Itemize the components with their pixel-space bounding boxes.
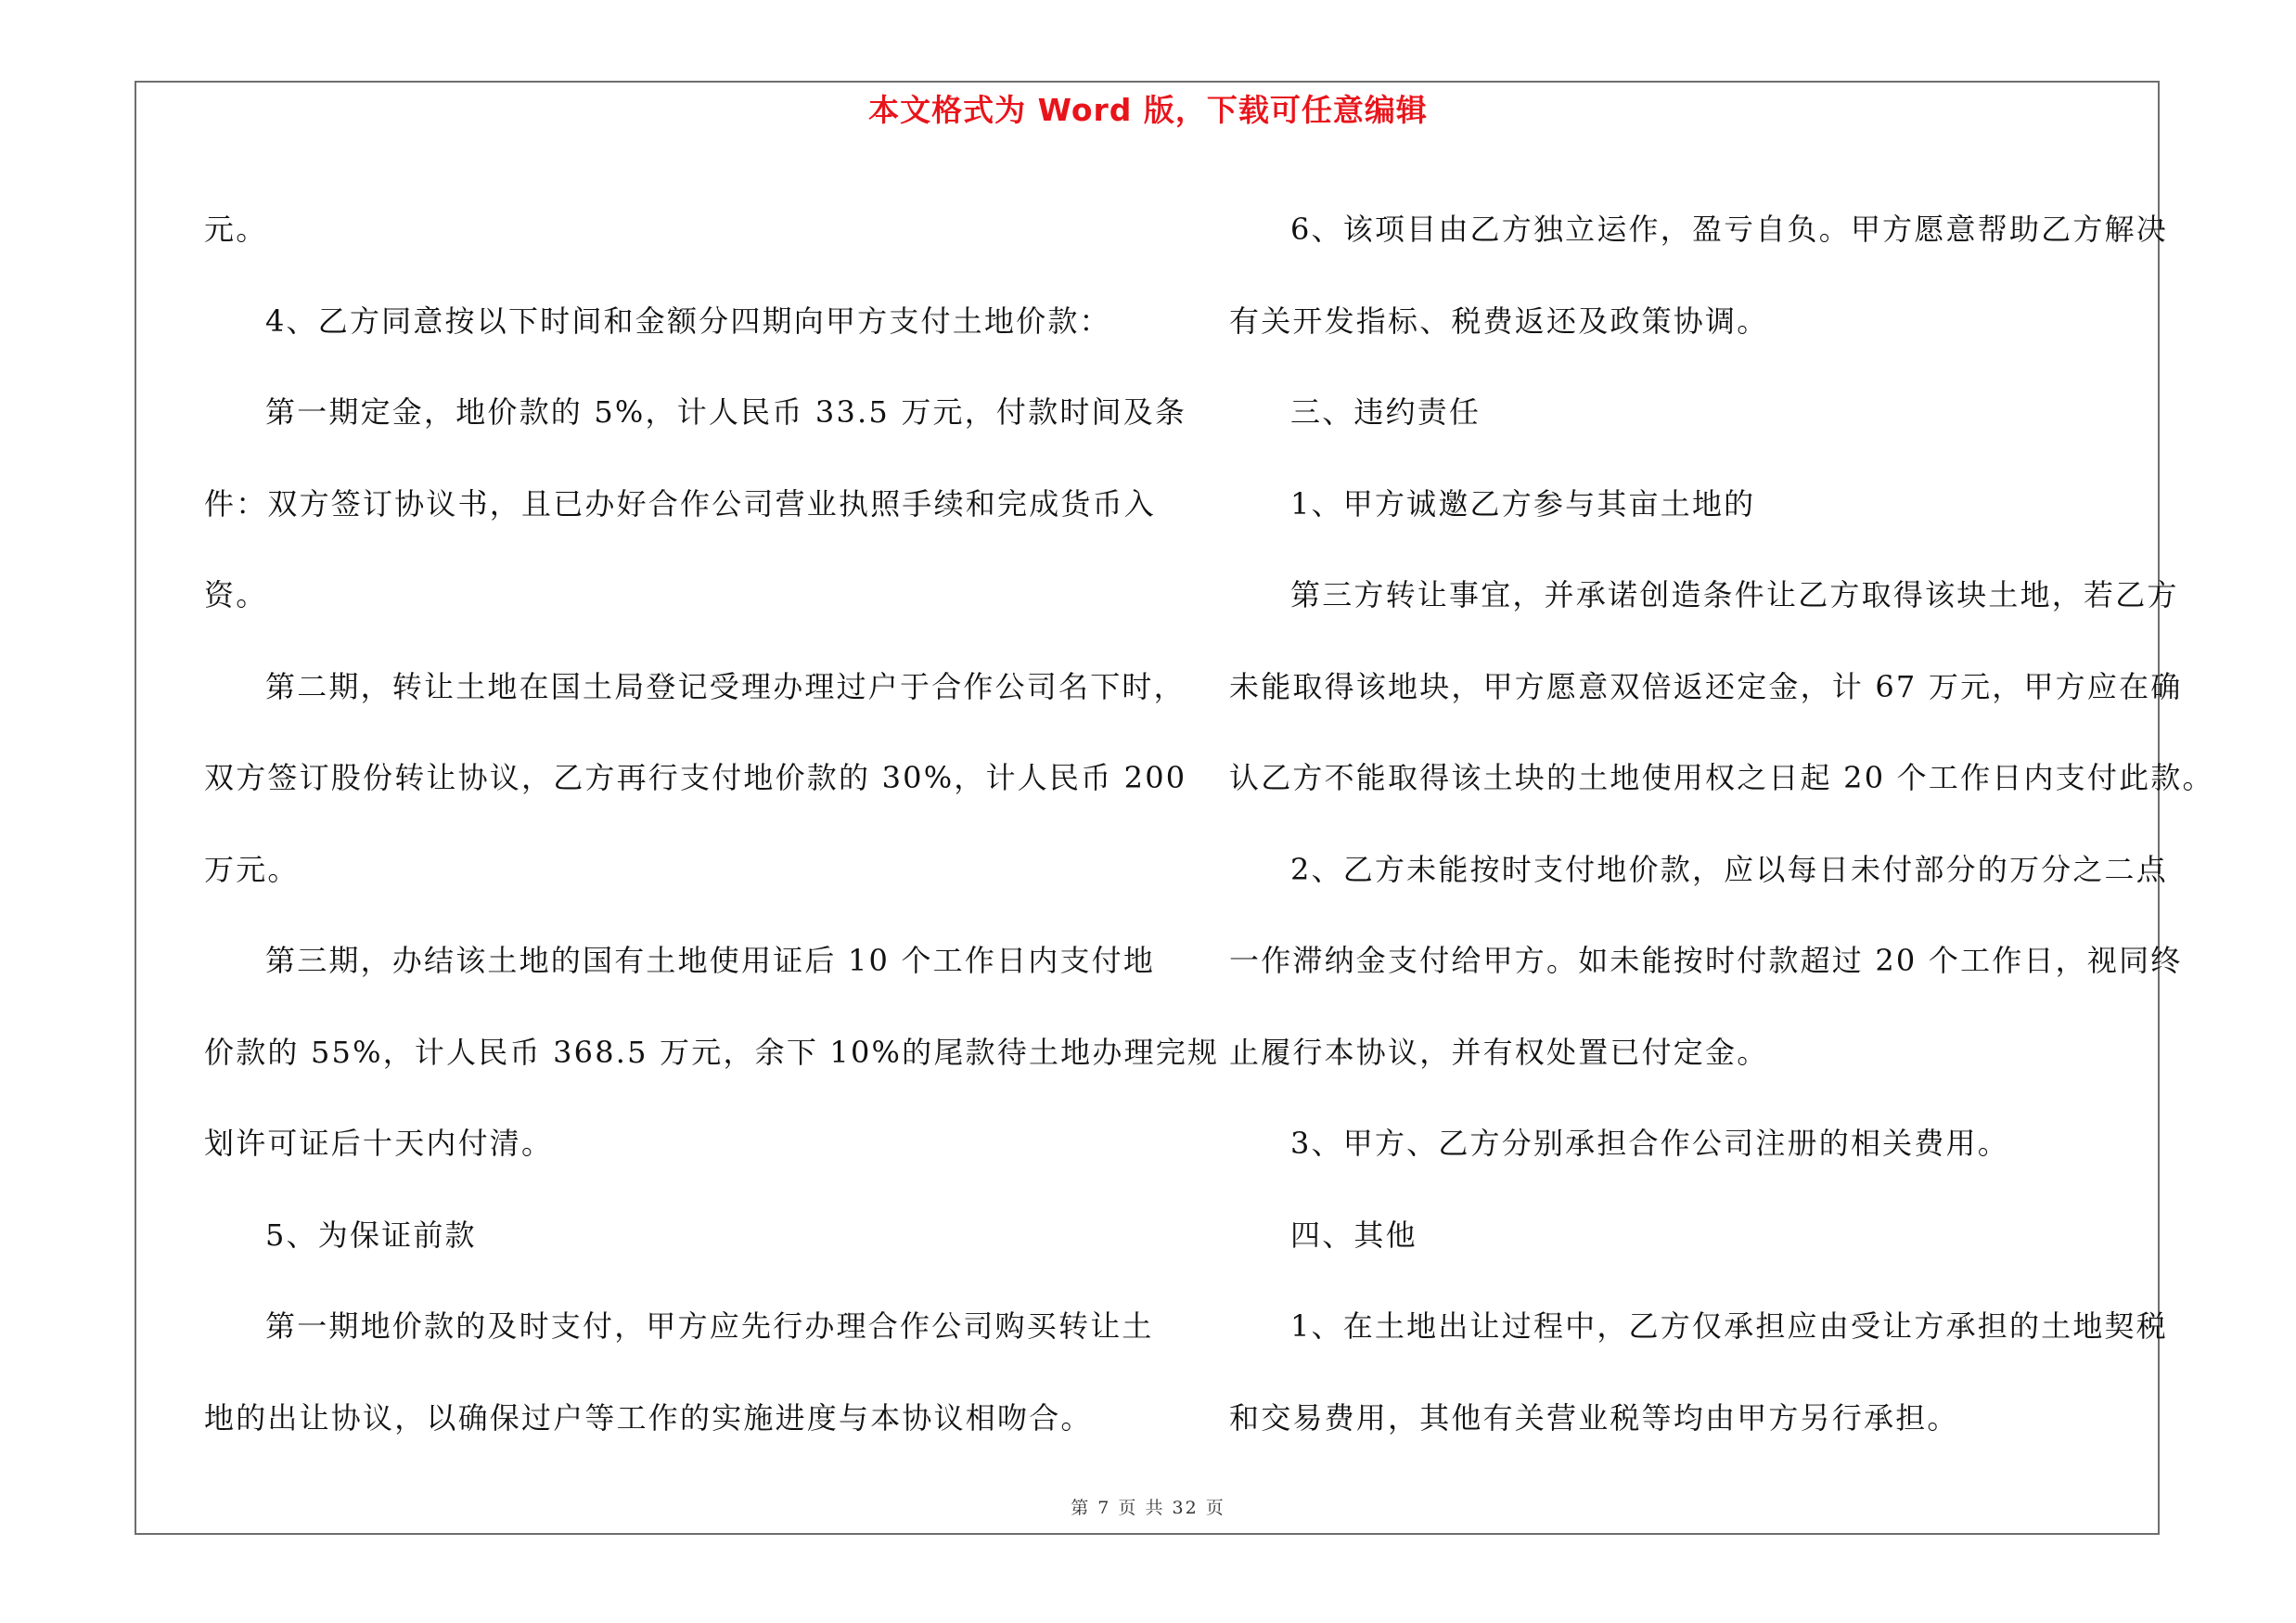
paragraph: 第一期地价款的及时支付，甲方应先行办理合作公司购买转让土 (265, 1308, 1154, 1344)
paragraph: 一作滞纳金支付给甲方。如未能按时付款超过 20 个工作日，视同终 (1229, 943, 2183, 978)
paragraph: 第三方转让事宜，并承诺创造条件让乙方取得该块土地，若乙方 (1290, 577, 2179, 612)
paragraph: 4、乙方同意按以下时间和金额分四期向甲方支付土地价款： (265, 303, 1111, 339)
paragraph: 2、乙方未能按时支付地价款，应以每日未付部分的万分之二点 (1290, 851, 2168, 887)
paragraph: 3、甲方、乙方分别承担合作公司注册的相关费用。 (1290, 1126, 2009, 1161)
section-heading: 四、其他 (1290, 1217, 1417, 1253)
paragraph: 有关开发指标、税费返还及政策协调。 (1229, 303, 1769, 339)
paragraph: 地的出让协议，以确保过户等工作的实施进度与本协议相吻合。 (204, 1399, 1093, 1436)
paragraph: 5、为保证前款 (265, 1217, 477, 1253)
paragraph: 6、该项目由乙方独立运作，盈亏自负。甲方愿意帮助乙方解决 (1290, 212, 2168, 247)
paragraph: 1、在土地出让过程中，乙方仅承担应由受让方承担的土地契税 (1290, 1308, 2168, 1344)
paragraph: 未能取得该地块，甲方愿意双倍返还定金，计 67 万元，甲方应在确 (1229, 668, 2183, 704)
paragraph: 和交易费用，其他有关营业税等均由甲方另行承担。 (1229, 1399, 1959, 1436)
paragraph: 双方签订股份转让协议，乙方再行支付地价款的 30%，计人民币 200 (204, 760, 1187, 795)
right-column (1229, 184, 2214, 1463)
banner-title: 本文格式为 Word 版，下载可任意编辑 (868, 92, 1428, 128)
paragraph: 资。 (204, 577, 268, 612)
paragraph: 价款的 55%，计人民币 368.5 万元，余下 10%的尾款待土地办理完规 (204, 1034, 1220, 1070)
paragraph: 元。 (204, 212, 268, 247)
page-number: 第 7 页 共 32 页 (1071, 1498, 1225, 1518)
paragraph: 件：双方签订协议书，且已办好合作公司营业执照手续和完成货币入 (204, 485, 1157, 522)
paragraph: 止履行本协议，并有权处置已付定金。 (1229, 1034, 1769, 1070)
left-column (204, 184, 1220, 1463)
paragraph: 1、甲方诚邀乙方参与其亩土地的 (1290, 485, 1756, 522)
paragraph: 第一期定金，地价款的 5%，计人民币 33.5 万元，付款时间及条 (265, 394, 1187, 430)
paragraph: 认乙方不能取得该土块的土地使用权之日起 20 个工作日内支付此款。 (1229, 760, 2214, 795)
paragraph: 划许可证后十天内付清。 (204, 1126, 554, 1161)
paragraph: 第三期，办结该土地的国有土地使用证后 10 个工作日内支付地 (265, 943, 1156, 978)
section-heading: 三、违约责任 (1290, 394, 1481, 430)
paragraph: 第二期，转让土地在国土局登记受理办理过户于合作公司名下时， (265, 668, 1186, 704)
paragraph: 万元。 (204, 851, 300, 887)
